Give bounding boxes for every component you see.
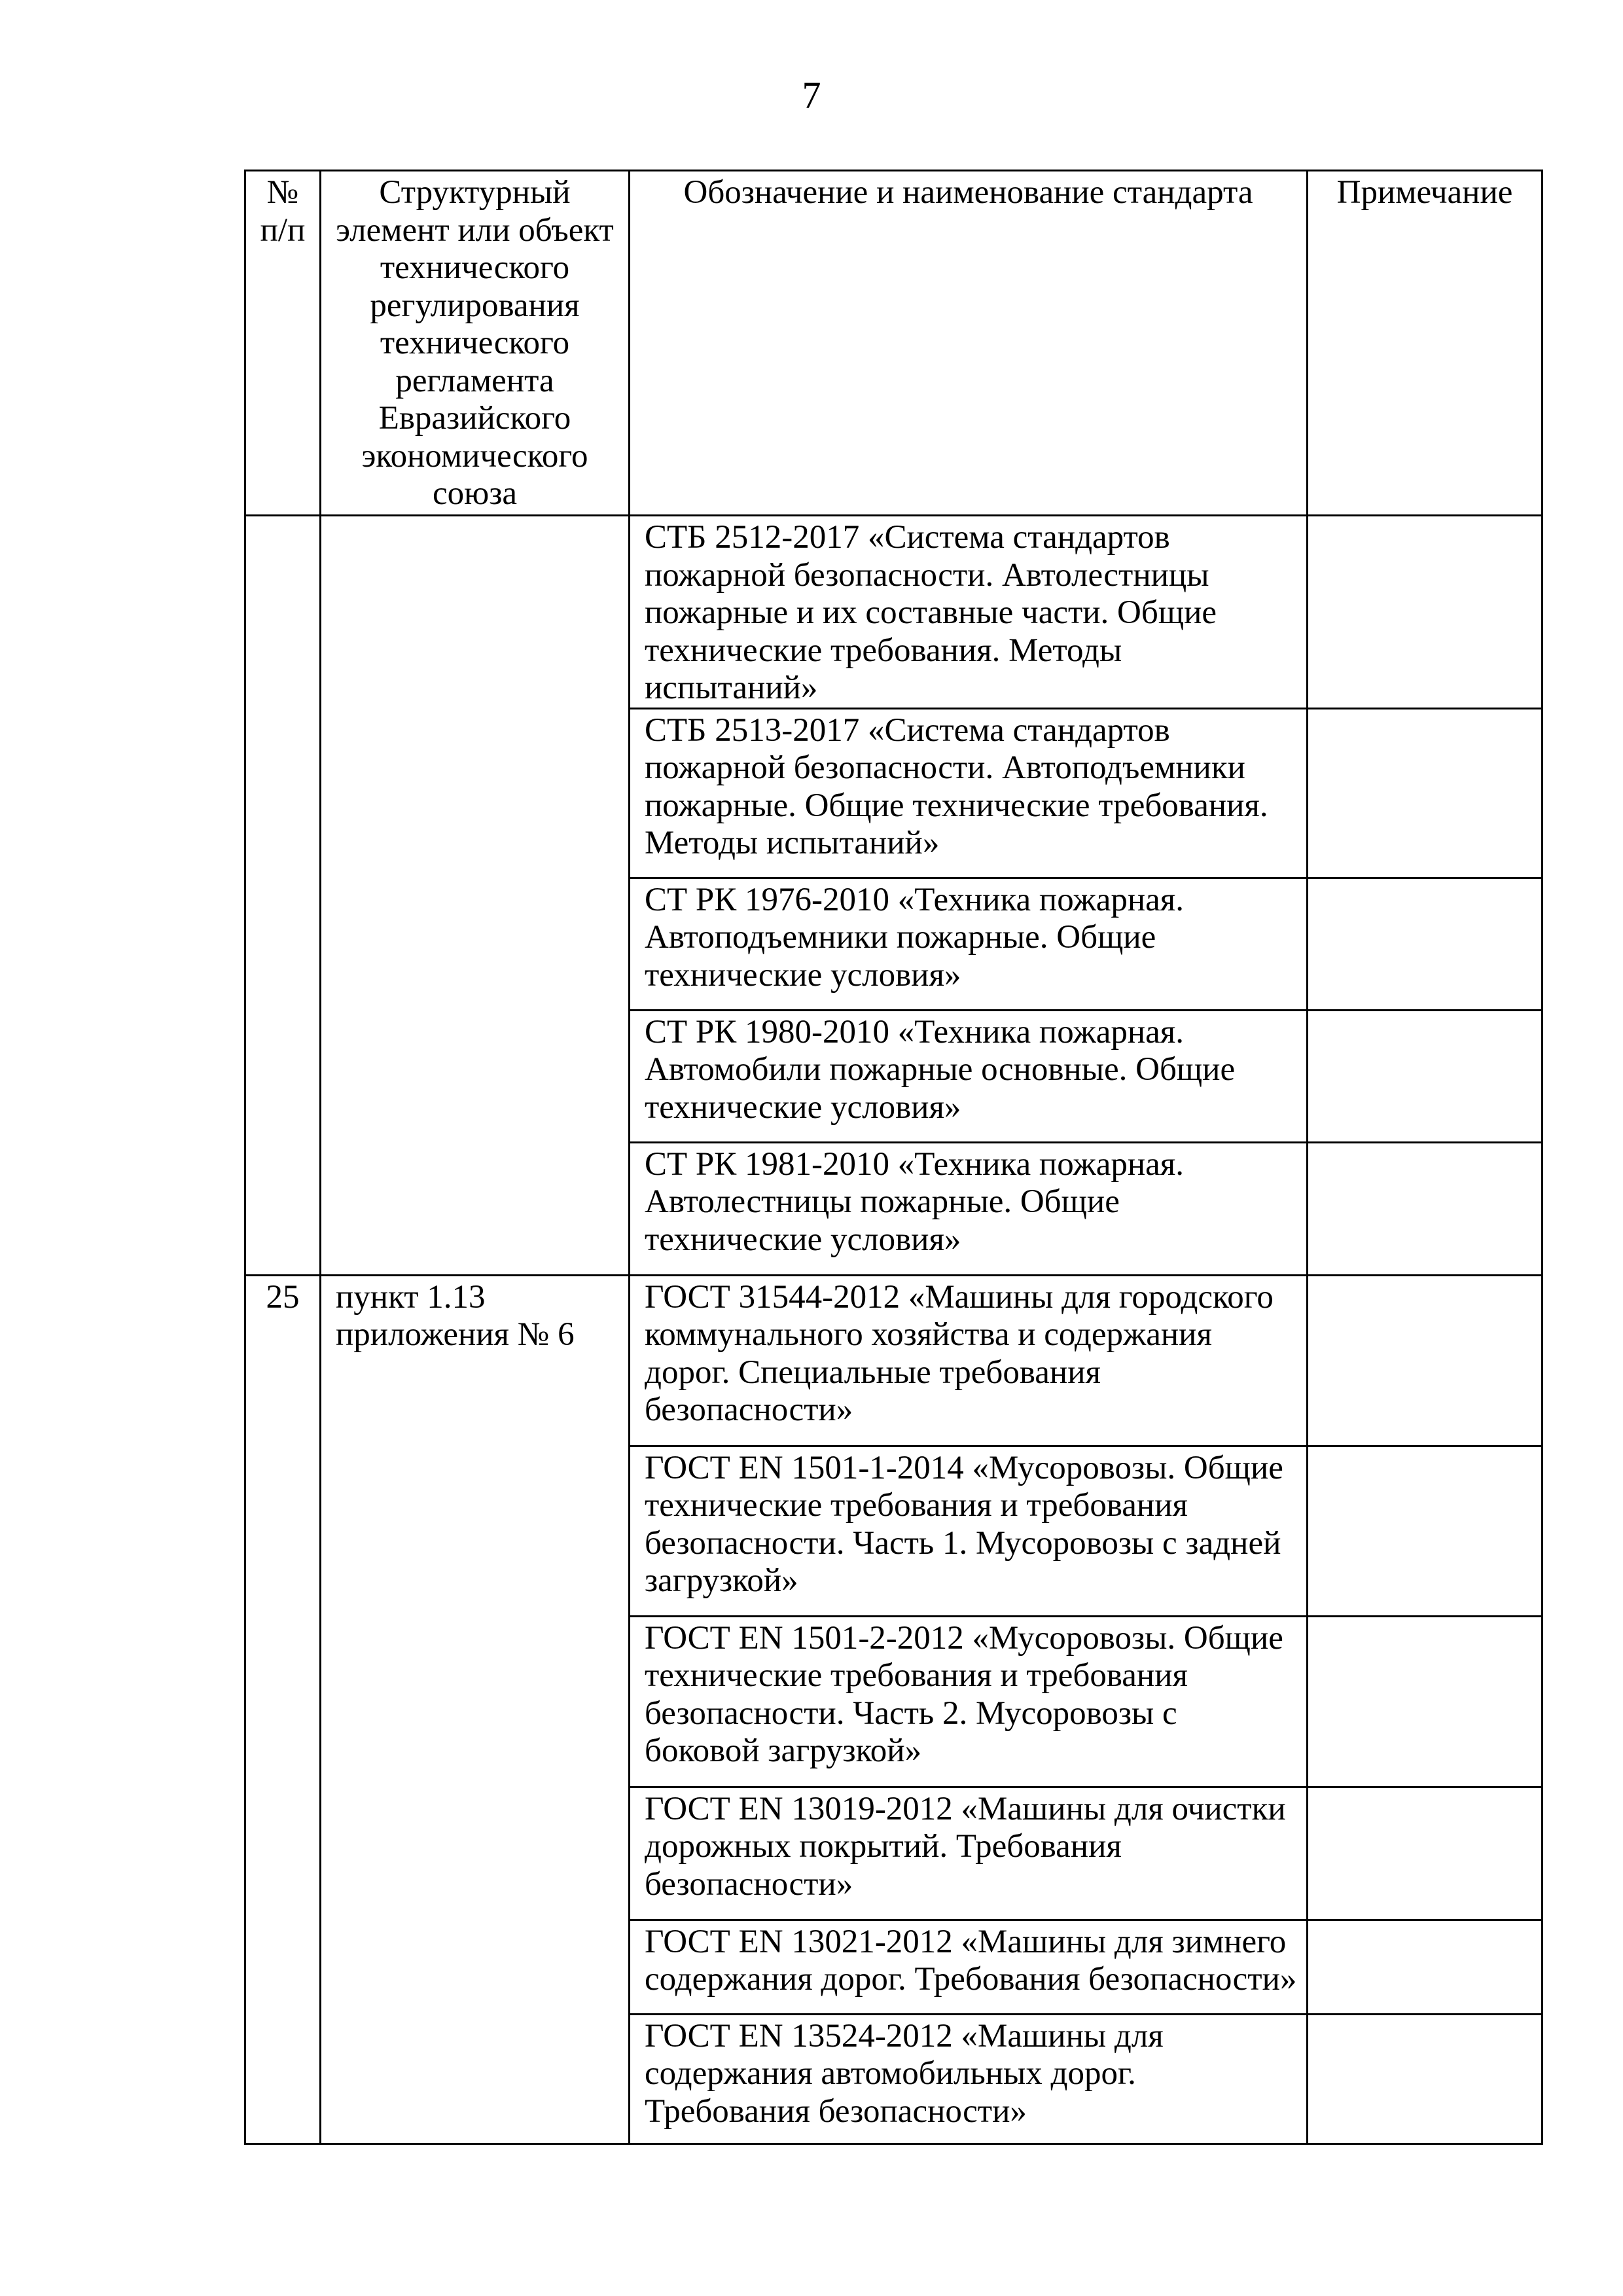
standard-cell: СТБ 2512-2017 «Система стандартов пожарной безопасности. Автолестницы пожарные и их составные части. Общие технические требования. Методы испытаний» <box>630 516 1308 709</box>
note-cell <box>1308 1142 1543 1275</box>
element-cell: пункт 1.13 приложения № 6 <box>321 1275 630 2144</box>
standard-cell: ГОСТ 31544-2012 «Машины для городского коммунального хозяйства и содержания дорог. Специальные требования безопасности» <box>630 1275 1308 1446</box>
note-cell <box>1308 2014 1543 2144</box>
standard-cell: ГОСТ EN 1501-1-2014 «Мусоровозы. Общие технические требования и требования безопасности. Часть 1. Мусоровозы с задней загрузкой» <box>630 1446 1308 1616</box>
page-number: 7 <box>802 74 821 117</box>
standard-cell: ГОСТ EN 13524-2012 «Машины для содержания автомобильных дорог. Требования безопасности» <box>630 2014 1308 2144</box>
standard-cell: СТ РК 1981-2010 «Техника пожарная. Автолестницы пожарные. Общие технические условия» <box>630 1142 1308 1275</box>
header-num: № п/п <box>245 171 321 516</box>
note-cell <box>1308 1446 1543 1616</box>
note-cell <box>1308 878 1543 1010</box>
note-cell <box>1308 1920 1543 2014</box>
note-cell <box>1308 1010 1543 1142</box>
table-header-row <box>245 171 1543 516</box>
table-row <box>245 1275 1543 1446</box>
note-cell <box>1308 1616 1543 1787</box>
row-num-cell <box>245 516 321 1276</box>
standard-cell: ГОСТ EN 1501-2-2012 «Мусоровозы. Общие технические требования и требования безопасности. Часть 2. Мусоровозы с боковой загрузкой» <box>630 1616 1308 1787</box>
note-cell <box>1308 1275 1543 1446</box>
standard-cell: ГОСТ EN 13021-2012 «Машины для зимнего содержания дорог. Требования безопасности» <box>630 1920 1308 2014</box>
note-cell <box>1308 1787 1543 1920</box>
note-cell <box>1308 516 1543 709</box>
element-cell <box>321 516 630 1276</box>
standard-cell: ГОСТ EN 13019-2012 «Машины для очистки дорожных покрытий. Требования безопасности» <box>630 1787 1308 1920</box>
note-cell <box>1308 708 1543 878</box>
standard-cell: СТБ 2513-2017 «Система стандартов пожарной безопасности. Автоподъемники пожарные. Общие технические требования. Методы испытаний» <box>630 708 1308 878</box>
row-num-cell: 25 <box>245 1275 321 2144</box>
standard-cell: СТ РК 1980-2010 «Техника пожарная. Автомобили пожарные основные. Общие технические условия» <box>630 1010 1308 1142</box>
standard-cell: СТ РК 1976-2010 «Техника пожарная. Автоподъемники пожарные. Общие технические условия» <box>630 878 1308 1010</box>
standards-table <box>244 170 1543 2145</box>
header-note: Примечание <box>1308 171 1543 516</box>
header-element: Структурный элемент или объект технического регулирования технического регламента Евразийского экономического союза <box>321 171 630 516</box>
header-standard: Обозначение и наименование стандарта <box>630 171 1308 516</box>
table-row <box>245 516 1543 709</box>
